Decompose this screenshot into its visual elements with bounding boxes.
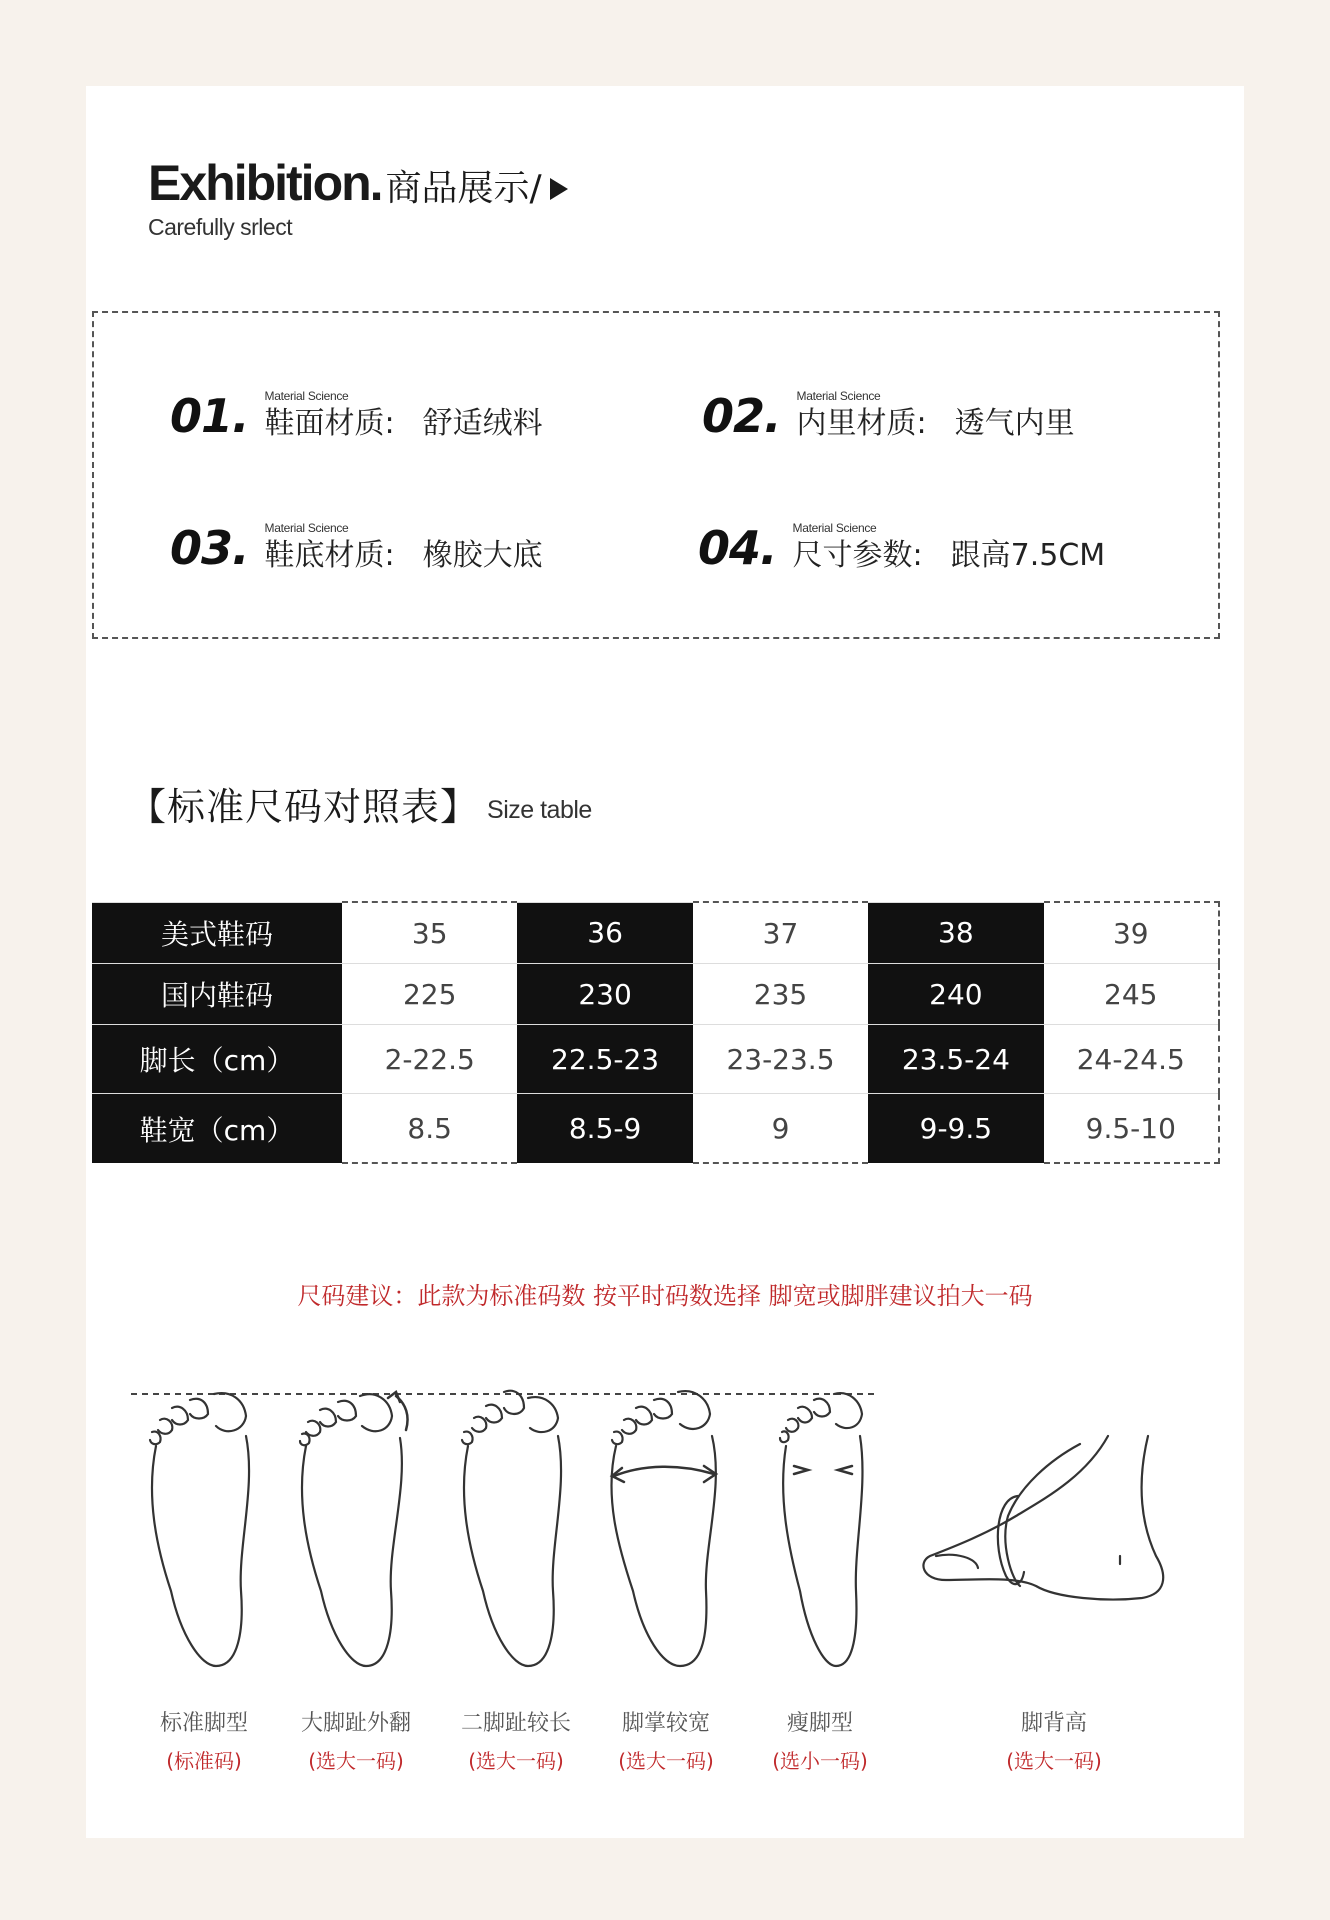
foot-caption-bunion	[276, 1706, 436, 1774]
material-number: 01.	[170, 389, 249, 443]
header-title	[148, 155, 568, 211]
material-caption: Material Science	[792, 521, 877, 535]
material-value: 透气内里	[954, 406, 1075, 441]
size-advice: 尺码建议：此款为标准码数 按平时码数选择 脚宽或脚胖建议拍大一码	[297, 1282, 1033, 1310]
foot-type-tip: (标准码)	[166, 1749, 242, 1773]
material-caption: Material Science	[796, 389, 881, 403]
size-cell: 9-9.5	[868, 1094, 1043, 1164]
foot-type-tip: (选大一码)	[1006, 1749, 1102, 1773]
material-item-3	[170, 521, 543, 575]
material-number: 04.	[698, 521, 777, 575]
standard-foot-icon	[150, 1393, 249, 1666]
material-number: 03.	[170, 521, 249, 575]
foot-drawings	[86, 1376, 1244, 1676]
size-row-label: 鞋宽（cm）	[92, 1094, 342, 1164]
size-table-title-cn: 【标准尺码对照表】	[128, 785, 480, 829]
material-item-2	[702, 389, 1075, 443]
material-value: 跟高7.5CM	[950, 538, 1106, 573]
header-title-cn: 商品展示/	[385, 168, 542, 210]
foot-type-name: 脚背高	[1020, 1711, 1087, 1736]
size-cell: 24-24.5	[1044, 1025, 1219, 1094]
size-row-label: 国内鞋码	[92, 964, 342, 1025]
size-table-row	[92, 964, 1219, 1025]
foot-type-tip: (选大一码)	[468, 1749, 564, 1773]
size-table-title	[128, 776, 592, 831]
material-texts	[264, 521, 395, 573]
material-label: 鞋面材质:	[264, 406, 395, 441]
size-cell: 235	[693, 964, 868, 1025]
material-texts	[792, 521, 923, 573]
size-cell: 9	[693, 1094, 868, 1164]
foot-type-name: 二脚趾较长	[460, 1711, 571, 1736]
size-cell: 2-22.5	[342, 1025, 517, 1094]
foot-types-illustration	[86, 1376, 1244, 1826]
material-item-4	[698, 521, 1106, 575]
material-item-1	[170, 389, 543, 443]
foot-type-tip: (选大一码)	[308, 1749, 404, 1773]
exhibition-header	[148, 155, 568, 241]
size-table-row	[92, 902, 1219, 964]
size-cell: 240	[868, 964, 1043, 1025]
material-number: 02.	[702, 389, 781, 443]
size-table-title-en: Size table	[487, 796, 592, 824]
size-cell: 225	[342, 964, 517, 1025]
size-cell: 23.5-24	[868, 1025, 1043, 1094]
foot-type-name: 标准脚型	[159, 1711, 248, 1736]
foot-type-tip: (选小一码)	[772, 1749, 868, 1773]
foot-type-name: 大脚趾外翻	[300, 1711, 411, 1736]
header-title-en: Exhibition.	[148, 155, 382, 211]
play-arrow-icon	[550, 178, 568, 200]
size-cell: 230	[517, 964, 692, 1025]
size-cell: 8.5	[342, 1094, 517, 1164]
high-instep-foot-icon	[923, 1436, 1163, 1600]
material-caption: Material Science	[264, 389, 349, 403]
long-second-toe-foot-icon	[462, 1391, 561, 1666]
size-cell: 9.5-10	[1044, 1094, 1219, 1164]
size-table	[92, 901, 1220, 1164]
size-cell: 38	[868, 902, 1043, 964]
size-row-label: 美式鞋码	[92, 902, 342, 964]
size-cell: 23-23.5	[693, 1025, 868, 1094]
size-table-row	[92, 1025, 1219, 1094]
material-label: 尺寸参数:	[792, 538, 923, 573]
bunion-foot-icon	[300, 1392, 408, 1666]
foot-caption-standard	[124, 1706, 284, 1774]
size-cell: 22.5-23	[517, 1025, 692, 1094]
product-detail-page	[86, 86, 1244, 1838]
material-label: 内里材质:	[796, 406, 927, 441]
foot-type-tip: (选大一码)	[618, 1749, 714, 1773]
material-value: 舒适绒料	[422, 406, 543, 441]
size-cell: 245	[1044, 964, 1219, 1025]
size-cell: 35	[342, 902, 517, 964]
wide-foot-icon	[611, 1391, 716, 1666]
material-texts	[796, 389, 927, 441]
size-cell: 37	[693, 902, 868, 964]
materials-box	[92, 311, 1220, 639]
foot-type-name: 瘦脚型	[786, 1711, 853, 1736]
header-subtitle: Carefully srlect	[148, 214, 293, 240]
material-value: 橡胶大底	[422, 538, 543, 573]
foot-caption-slim	[740, 1706, 900, 1774]
foot-caption-high-instep	[974, 1706, 1134, 1774]
foot-caption-long-second-toe	[436, 1706, 596, 1774]
size-cell: 8.5-9	[517, 1094, 692, 1164]
size-cell: 36	[517, 902, 692, 964]
size-row-label: 脚长（cm）	[92, 1025, 342, 1094]
material-texts	[264, 389, 395, 441]
slim-foot-icon	[780, 1393, 862, 1666]
size-cell: 39	[1044, 902, 1219, 964]
material-label: 鞋底材质:	[264, 538, 395, 573]
size-table-row	[92, 1094, 1219, 1164]
material-caption: Material Science	[264, 521, 349, 535]
foot-caption-wide	[586, 1706, 746, 1774]
foot-type-name: 脚掌较宽	[621, 1711, 710, 1736]
